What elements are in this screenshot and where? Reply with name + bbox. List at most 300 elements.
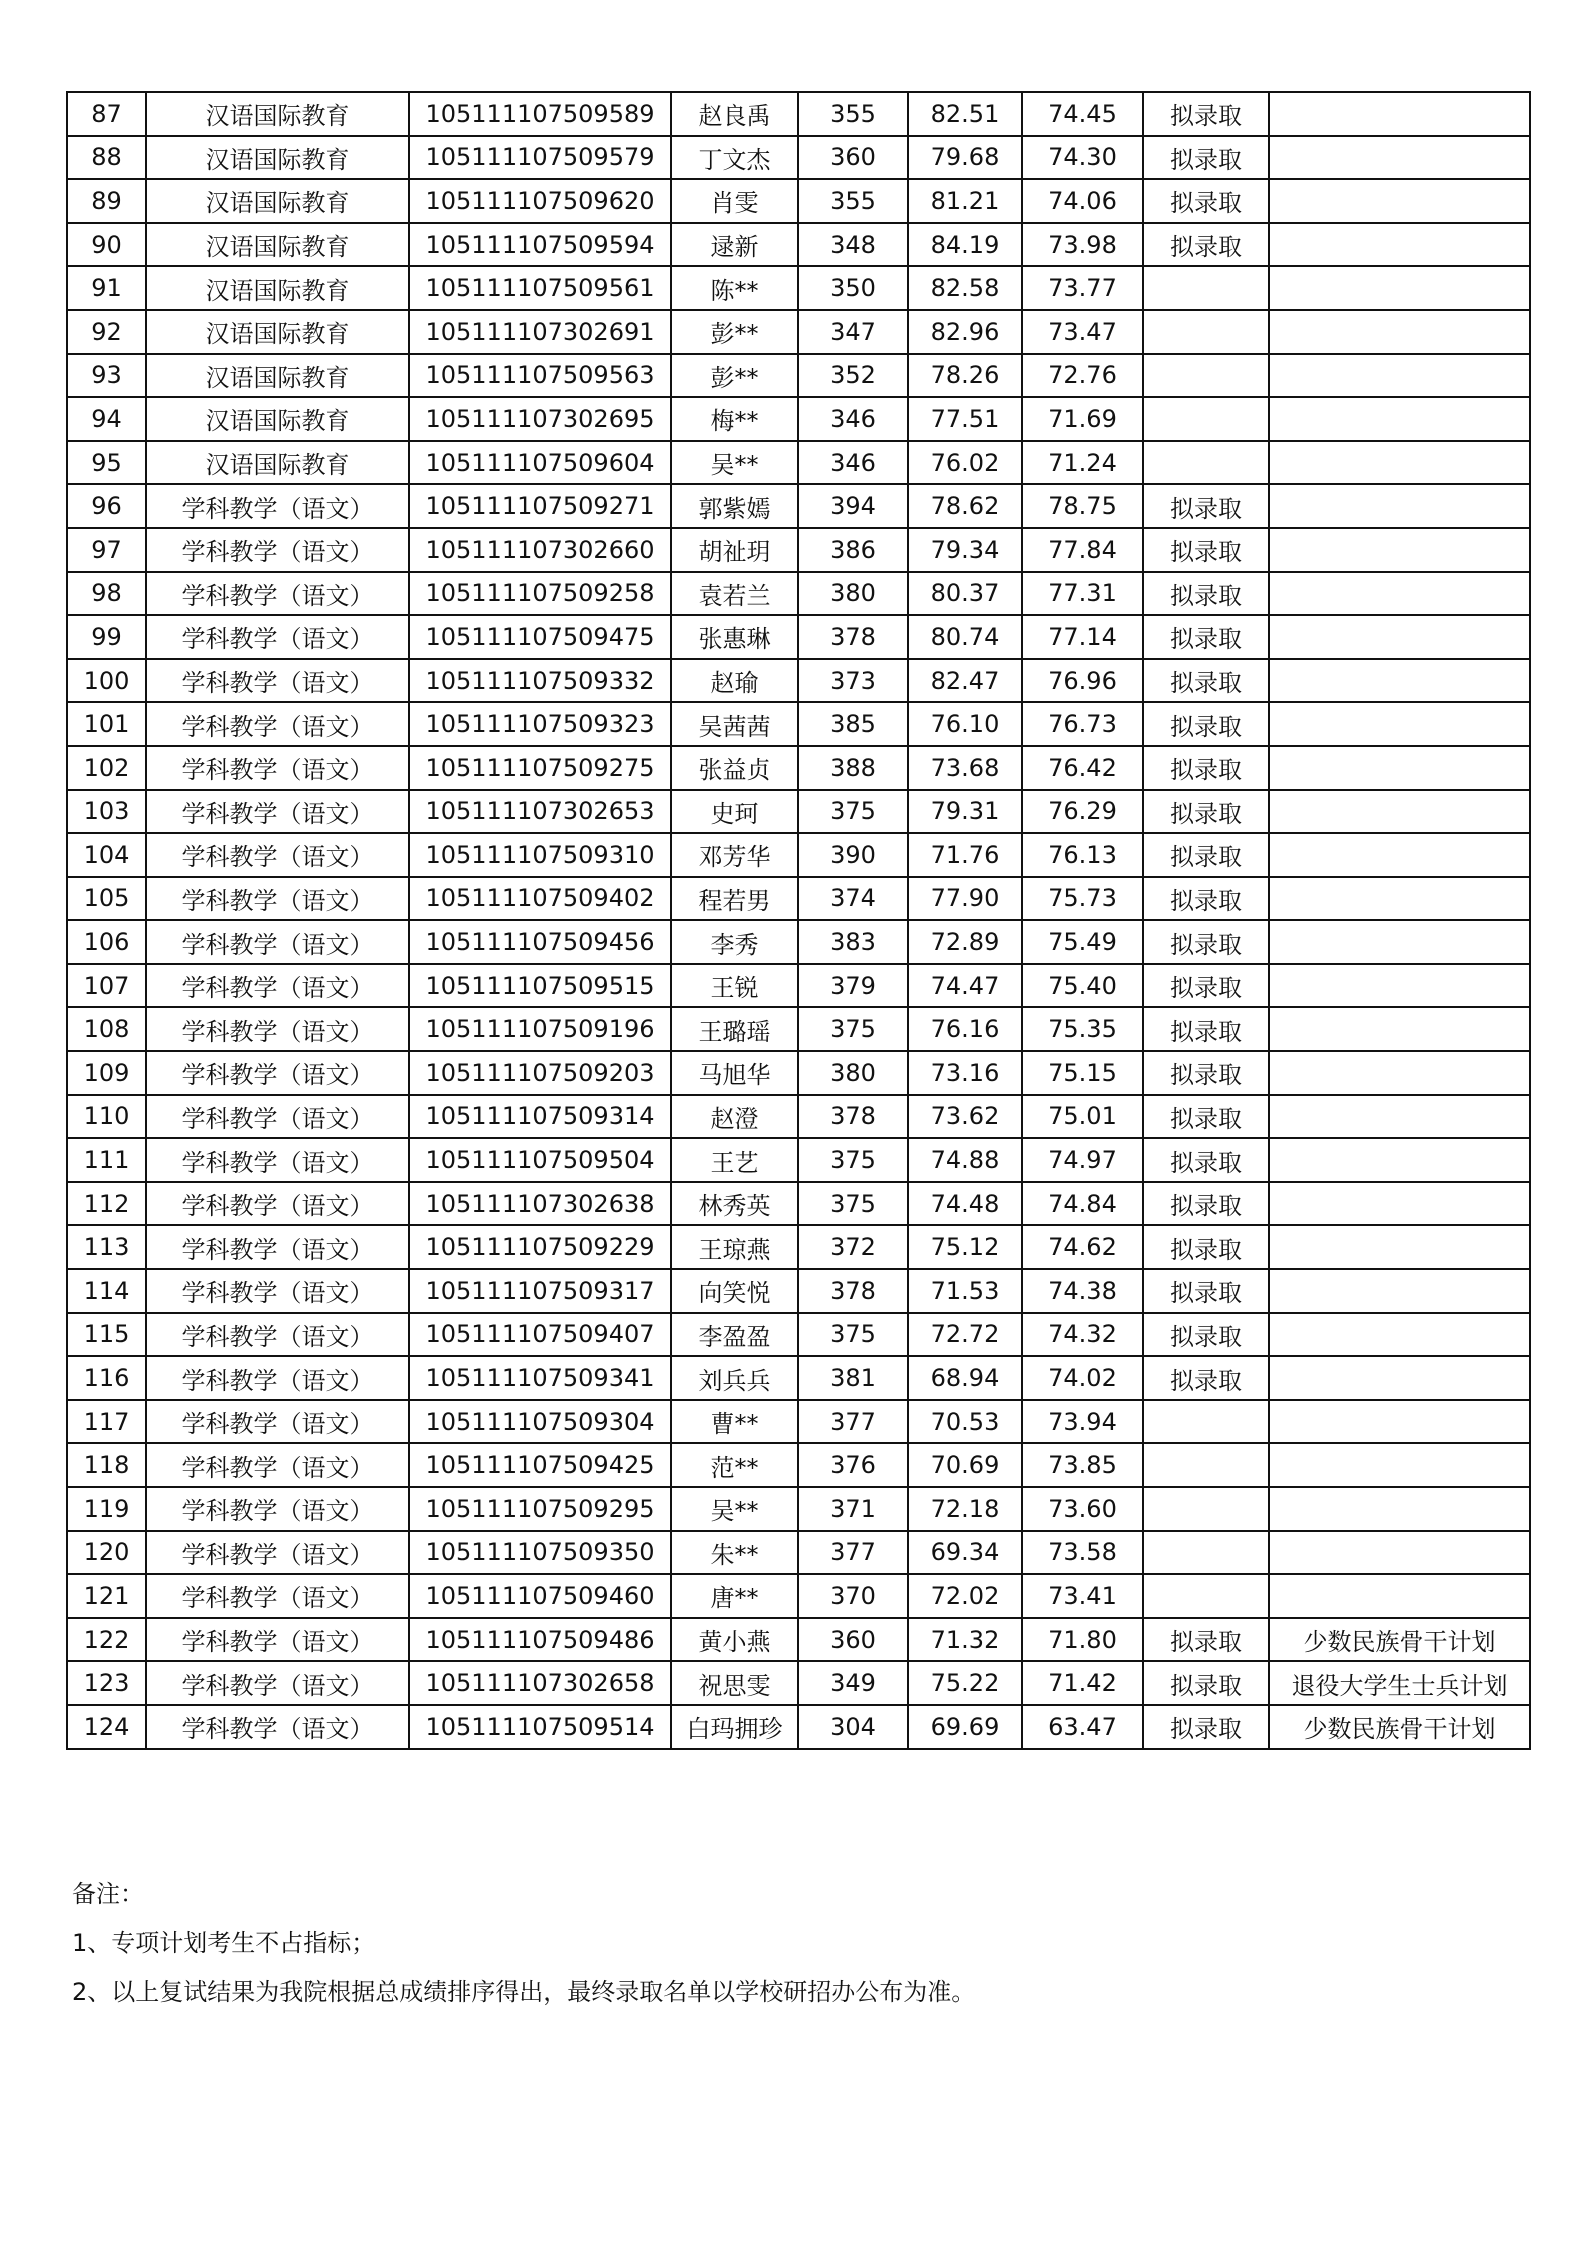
row-number-cell: 89 bbox=[67, 179, 146, 223]
name-cell: 李盈盈 bbox=[671, 1313, 798, 1357]
name-cell: 范** bbox=[671, 1443, 798, 1487]
table-row bbox=[67, 1182, 1530, 1226]
exam-id-cell: 105111107509323 bbox=[409, 702, 671, 746]
retest-score-cell: 82.51 bbox=[908, 92, 1022, 136]
initial-score-cell: 378 bbox=[798, 615, 908, 659]
name-cell: 朱** bbox=[671, 1531, 798, 1575]
name-cell: 王琼燕 bbox=[671, 1225, 798, 1269]
special-plan-cell bbox=[1269, 1095, 1530, 1139]
row-number-cell: 95 bbox=[67, 441, 146, 485]
row-number-cell: 101 bbox=[67, 702, 146, 746]
special-plan-cell: 退役大学生士兵计划 bbox=[1269, 1661, 1530, 1705]
special-plan-cell bbox=[1269, 1225, 1530, 1269]
special-plan-cell bbox=[1269, 1574, 1530, 1618]
name-cell: 赵澄 bbox=[671, 1095, 798, 1139]
table-row bbox=[67, 354, 1530, 398]
major-cell: 学科教学（语文） bbox=[146, 572, 409, 616]
initial-score-cell: 372 bbox=[798, 1225, 908, 1269]
table-row bbox=[67, 223, 1530, 267]
initial-score-cell: 370 bbox=[798, 1574, 908, 1618]
exam-id-cell: 105111107509486 bbox=[409, 1618, 671, 1662]
exam-id-cell: 105111107509304 bbox=[409, 1400, 671, 1444]
row-number-cell: 100 bbox=[67, 659, 146, 703]
exam-id-cell: 105111107509425 bbox=[409, 1443, 671, 1487]
special-plan-cell bbox=[1269, 1182, 1530, 1226]
row-number-cell: 103 bbox=[67, 790, 146, 834]
row-number-cell: 104 bbox=[67, 833, 146, 877]
retest-score-cell: 74.88 bbox=[908, 1138, 1022, 1182]
admission-status-cell: 拟录取 bbox=[1143, 790, 1269, 834]
row-number-cell: 94 bbox=[67, 397, 146, 441]
retest-score-cell: 80.37 bbox=[908, 572, 1022, 616]
initial-score-cell: 355 bbox=[798, 179, 908, 223]
admission-status-cell: 拟录取 bbox=[1143, 833, 1269, 877]
retest-score-cell: 74.48 bbox=[908, 1182, 1022, 1226]
retest-score-cell: 81.21 bbox=[908, 179, 1022, 223]
exam-id-cell: 105111107509229 bbox=[409, 1225, 671, 1269]
admission-status-cell: 拟录取 bbox=[1143, 136, 1269, 180]
table-row bbox=[67, 441, 1530, 485]
retest-score-cell: 69.34 bbox=[908, 1531, 1022, 1575]
major-cell: 汉语国际教育 bbox=[146, 92, 409, 136]
exam-id-cell: 105111107509563 bbox=[409, 354, 671, 398]
special-plan-cell bbox=[1269, 92, 1530, 136]
major-cell: 学科教学（语文） bbox=[146, 1051, 409, 1095]
exam-id-cell: 105111107509460 bbox=[409, 1574, 671, 1618]
row-number-cell: 122 bbox=[67, 1618, 146, 1662]
initial-score-cell: 349 bbox=[798, 1661, 908, 1705]
admission-status-cell: 拟录取 bbox=[1143, 1138, 1269, 1182]
total-score-cell: 74.32 bbox=[1022, 1313, 1143, 1357]
admission-status-cell bbox=[1143, 1443, 1269, 1487]
initial-score-cell: 381 bbox=[798, 1356, 908, 1400]
admission-status-cell: 拟录取 bbox=[1143, 1095, 1269, 1139]
name-cell: 史珂 bbox=[671, 790, 798, 834]
initial-score-cell: 375 bbox=[798, 790, 908, 834]
admission-status-cell: 拟录取 bbox=[1143, 1618, 1269, 1662]
exam-id-cell: 105111107509258 bbox=[409, 572, 671, 616]
major-cell: 学科教学（语文） bbox=[146, 1356, 409, 1400]
total-score-cell: 78.75 bbox=[1022, 484, 1143, 528]
table-row bbox=[67, 179, 1530, 223]
exam-id-cell: 105111107509504 bbox=[409, 1138, 671, 1182]
total-score-cell: 75.15 bbox=[1022, 1051, 1143, 1095]
name-cell: 白玛拥珍 bbox=[671, 1705, 798, 1749]
total-score-cell: 74.30 bbox=[1022, 136, 1143, 180]
retest-score-cell: 77.90 bbox=[908, 877, 1022, 921]
name-cell: 林秀英 bbox=[671, 1182, 798, 1226]
initial-score-cell: 346 bbox=[798, 397, 908, 441]
exam-id-cell: 105111107509456 bbox=[409, 920, 671, 964]
initial-score-cell: 348 bbox=[798, 223, 908, 267]
exam-id-cell: 105111107509196 bbox=[409, 1007, 671, 1051]
initial-score-cell: 375 bbox=[798, 1007, 908, 1051]
total-score-cell: 73.94 bbox=[1022, 1400, 1143, 1444]
admission-status-cell bbox=[1143, 354, 1269, 398]
major-cell: 汉语国际教育 bbox=[146, 310, 409, 354]
initial-score-cell: 346 bbox=[798, 441, 908, 485]
total-score-cell: 76.42 bbox=[1022, 746, 1143, 790]
special-plan-cell bbox=[1269, 1138, 1530, 1182]
total-score-cell: 75.40 bbox=[1022, 964, 1143, 1008]
table-row bbox=[67, 1269, 1530, 1313]
total-score-cell: 77.31 bbox=[1022, 572, 1143, 616]
exam-id-cell: 105111107302660 bbox=[409, 528, 671, 572]
name-cell: 陈** bbox=[671, 266, 798, 310]
note-item-1: 1、专项计划考生不占指标； bbox=[72, 1929, 376, 1957]
special-plan-cell bbox=[1269, 1356, 1530, 1400]
notes-heading: 备注： bbox=[72, 1880, 144, 1908]
major-cell: 学科教学（语文） bbox=[146, 702, 409, 746]
table-row bbox=[67, 833, 1530, 877]
table-row bbox=[67, 1443, 1530, 1487]
admission-status-cell: 拟录取 bbox=[1143, 1225, 1269, 1269]
row-number-cell: 112 bbox=[67, 1182, 146, 1226]
major-cell: 学科教学（语文） bbox=[146, 1618, 409, 1662]
table-row bbox=[67, 1531, 1530, 1575]
special-plan-cell bbox=[1269, 1400, 1530, 1444]
name-cell: 胡祉玥 bbox=[671, 528, 798, 572]
major-cell: 学科教学（语文） bbox=[146, 528, 409, 572]
table-row bbox=[67, 1661, 1530, 1705]
retest-score-cell: 72.18 bbox=[908, 1487, 1022, 1531]
admission-status-cell bbox=[1143, 1531, 1269, 1575]
admission-status-cell: 拟录取 bbox=[1143, 1356, 1269, 1400]
admission-status-cell: 拟录取 bbox=[1143, 1705, 1269, 1749]
name-cell: 王璐瑶 bbox=[671, 1007, 798, 1051]
initial-score-cell: 352 bbox=[798, 354, 908, 398]
special-plan-cell bbox=[1269, 310, 1530, 354]
major-cell: 学科教学（语文） bbox=[146, 746, 409, 790]
major-cell: 汉语国际教育 bbox=[146, 354, 409, 398]
admission-status-cell: 拟录取 bbox=[1143, 572, 1269, 616]
admission-status-cell bbox=[1143, 1487, 1269, 1531]
table-row bbox=[67, 397, 1530, 441]
special-plan-cell bbox=[1269, 179, 1530, 223]
table-row bbox=[67, 1356, 1530, 1400]
exam-id-cell: 105111107509275 bbox=[409, 746, 671, 790]
special-plan-cell bbox=[1269, 572, 1530, 616]
major-cell: 学科教学（语文） bbox=[146, 1661, 409, 1705]
exam-id-cell: 105111107509589 bbox=[409, 92, 671, 136]
total-score-cell: 76.13 bbox=[1022, 833, 1143, 877]
admission-status-cell: 拟录取 bbox=[1143, 615, 1269, 659]
initial-score-cell: 388 bbox=[798, 746, 908, 790]
major-cell: 学科教学（语文） bbox=[146, 1400, 409, 1444]
special-plan-cell bbox=[1269, 441, 1530, 485]
initial-score-cell: 380 bbox=[798, 572, 908, 616]
total-score-cell: 71.24 bbox=[1022, 441, 1143, 485]
special-plan-cell bbox=[1269, 615, 1530, 659]
row-number-cell: 111 bbox=[67, 1138, 146, 1182]
special-plan-cell bbox=[1269, 659, 1530, 703]
name-cell: 梅** bbox=[671, 397, 798, 441]
admission-status-cell: 拟录取 bbox=[1143, 702, 1269, 746]
initial-score-cell: 375 bbox=[798, 1182, 908, 1226]
initial-score-cell: 378 bbox=[798, 1269, 908, 1313]
exam-id-cell: 105111107302653 bbox=[409, 790, 671, 834]
retest-score-cell: 75.22 bbox=[908, 1661, 1022, 1705]
total-score-cell: 73.98 bbox=[1022, 223, 1143, 267]
special-plan-cell bbox=[1269, 920, 1530, 964]
total-score-cell: 74.97 bbox=[1022, 1138, 1143, 1182]
admission-status-cell: 拟录取 bbox=[1143, 659, 1269, 703]
table-row bbox=[67, 1400, 1530, 1444]
exam-id-cell: 105111107509407 bbox=[409, 1313, 671, 1357]
initial-score-cell: 373 bbox=[798, 659, 908, 703]
total-score-cell: 73.41 bbox=[1022, 1574, 1143, 1618]
special-plan-cell bbox=[1269, 1487, 1530, 1531]
name-cell: 向笑悦 bbox=[671, 1269, 798, 1313]
special-plan-cell bbox=[1269, 528, 1530, 572]
retest-score-cell: 82.96 bbox=[908, 310, 1022, 354]
major-cell: 学科教学（语文） bbox=[146, 1443, 409, 1487]
row-number-cell: 88 bbox=[67, 136, 146, 180]
table-row bbox=[67, 790, 1530, 834]
total-score-cell: 77.14 bbox=[1022, 615, 1143, 659]
special-plan-cell bbox=[1269, 877, 1530, 921]
row-number-cell: 121 bbox=[67, 1574, 146, 1618]
row-number-cell: 116 bbox=[67, 1356, 146, 1400]
initial-score-cell: 390 bbox=[798, 833, 908, 877]
major-cell: 汉语国际教育 bbox=[146, 136, 409, 180]
initial-score-cell: 385 bbox=[798, 702, 908, 746]
row-number-cell: 98 bbox=[67, 572, 146, 616]
table-row bbox=[67, 615, 1530, 659]
table-row bbox=[67, 1705, 1530, 1749]
total-score-cell: 73.47 bbox=[1022, 310, 1143, 354]
special-plan-cell bbox=[1269, 1313, 1530, 1357]
initial-score-cell: 379 bbox=[798, 964, 908, 1008]
note-item-2: 2、以上复试结果为我院根据总成绩排序得出，最终录取名单以学校研招办公布为准。 bbox=[72, 1978, 976, 2006]
admission-status-cell: 拟录取 bbox=[1143, 1661, 1269, 1705]
retest-score-cell: 84.19 bbox=[908, 223, 1022, 267]
retest-score-cell: 72.02 bbox=[908, 1574, 1022, 1618]
admission-status-cell: 拟录取 bbox=[1143, 877, 1269, 921]
exam-id-cell: 105111107302638 bbox=[409, 1182, 671, 1226]
admission-status-cell: 拟录取 bbox=[1143, 1051, 1269, 1095]
admission-status-cell: 拟录取 bbox=[1143, 484, 1269, 528]
row-number-cell: 99 bbox=[67, 615, 146, 659]
exam-id-cell: 105111107509561 bbox=[409, 266, 671, 310]
retest-score-cell: 71.32 bbox=[908, 1618, 1022, 1662]
admission-status-cell: 拟录取 bbox=[1143, 179, 1269, 223]
admission-status-cell bbox=[1143, 441, 1269, 485]
name-cell: 王艺 bbox=[671, 1138, 798, 1182]
retest-score-cell: 79.68 bbox=[908, 136, 1022, 180]
row-number-cell: 108 bbox=[67, 1007, 146, 1051]
major-cell: 学科教学（语文） bbox=[146, 1007, 409, 1051]
exam-id-cell: 105111107509350 bbox=[409, 1531, 671, 1575]
retest-score-cell: 77.51 bbox=[908, 397, 1022, 441]
retest-score-cell: 68.94 bbox=[908, 1356, 1022, 1400]
exam-id-cell: 105111107509515 bbox=[409, 964, 671, 1008]
total-score-cell: 75.73 bbox=[1022, 877, 1143, 921]
total-score-cell: 76.73 bbox=[1022, 702, 1143, 746]
admission-status-cell: 拟录取 bbox=[1143, 964, 1269, 1008]
initial-score-cell: 378 bbox=[798, 1095, 908, 1139]
row-number-cell: 105 bbox=[67, 877, 146, 921]
retest-score-cell: 76.02 bbox=[908, 441, 1022, 485]
retest-score-cell: 79.34 bbox=[908, 528, 1022, 572]
table-row bbox=[67, 1007, 1530, 1051]
special-plan-cell bbox=[1269, 702, 1530, 746]
table-row bbox=[67, 484, 1530, 528]
major-cell: 学科教学（语文） bbox=[146, 1705, 409, 1749]
special-plan-cell bbox=[1269, 1269, 1530, 1313]
exam-id-cell: 105111107302658 bbox=[409, 1661, 671, 1705]
table-row bbox=[67, 310, 1530, 354]
major-cell: 学科教学（语文） bbox=[146, 877, 409, 921]
major-cell: 学科教学（语文） bbox=[146, 1574, 409, 1618]
name-cell: 邓芳华 bbox=[671, 833, 798, 877]
retest-score-cell: 72.89 bbox=[908, 920, 1022, 964]
retest-score-cell: 78.62 bbox=[908, 484, 1022, 528]
row-number-cell: 93 bbox=[67, 354, 146, 398]
row-number-cell: 115 bbox=[67, 1313, 146, 1357]
admission-status-cell bbox=[1143, 1574, 1269, 1618]
admission-status-cell: 拟录取 bbox=[1143, 223, 1269, 267]
retest-score-cell: 73.16 bbox=[908, 1051, 1022, 1095]
table-row bbox=[67, 746, 1530, 790]
table-row bbox=[67, 659, 1530, 703]
retest-score-cell: 82.58 bbox=[908, 266, 1022, 310]
name-cell: 马旭华 bbox=[671, 1051, 798, 1095]
total-score-cell: 75.01 bbox=[1022, 1095, 1143, 1139]
table-row bbox=[67, 1487, 1530, 1531]
major-cell: 学科教学（语文） bbox=[146, 1531, 409, 1575]
row-number-cell: 87 bbox=[67, 92, 146, 136]
notes-section bbox=[72, 1870, 975, 2017]
name-cell: 黄小燕 bbox=[671, 1618, 798, 1662]
special-plan-cell bbox=[1269, 354, 1530, 398]
retest-score-cell: 73.62 bbox=[908, 1095, 1022, 1139]
total-score-cell: 77.84 bbox=[1022, 528, 1143, 572]
special-plan-cell: 少数民族骨干计划 bbox=[1269, 1618, 1530, 1662]
row-number-cell: 92 bbox=[67, 310, 146, 354]
row-number-cell: 107 bbox=[67, 964, 146, 1008]
name-cell: 王锐 bbox=[671, 964, 798, 1008]
name-cell: 程若男 bbox=[671, 877, 798, 921]
row-number-cell: 110 bbox=[67, 1095, 146, 1139]
row-number-cell: 96 bbox=[67, 484, 146, 528]
name-cell: 张惠琳 bbox=[671, 615, 798, 659]
row-number-cell: 124 bbox=[67, 1705, 146, 1749]
special-plan-cell bbox=[1269, 1531, 1530, 1575]
major-cell: 学科教学（语文） bbox=[146, 1225, 409, 1269]
exam-id-cell: 105111107509203 bbox=[409, 1051, 671, 1095]
special-plan-cell bbox=[1269, 266, 1530, 310]
total-score-cell: 73.58 bbox=[1022, 1531, 1143, 1575]
name-cell: 丁文杰 bbox=[671, 136, 798, 180]
total-score-cell: 71.80 bbox=[1022, 1618, 1143, 1662]
results-table bbox=[66, 91, 1531, 1750]
initial-score-cell: 394 bbox=[798, 484, 908, 528]
major-cell: 学科教学（语文） bbox=[146, 920, 409, 964]
table-row bbox=[67, 964, 1530, 1008]
name-cell: 李秀 bbox=[671, 920, 798, 964]
retest-score-cell: 70.69 bbox=[908, 1443, 1022, 1487]
table-row bbox=[67, 136, 1530, 180]
exam-id-cell: 105111107509341 bbox=[409, 1356, 671, 1400]
major-cell: 学科教学（语文） bbox=[146, 1182, 409, 1226]
exam-id-cell: 105111107509514 bbox=[409, 1705, 671, 1749]
total-score-cell: 71.42 bbox=[1022, 1661, 1143, 1705]
table-row bbox=[67, 702, 1530, 746]
total-score-cell: 73.60 bbox=[1022, 1487, 1143, 1531]
exam-id-cell: 105111107302691 bbox=[409, 310, 671, 354]
retest-score-cell: 72.72 bbox=[908, 1313, 1022, 1357]
admission-status-cell: 拟录取 bbox=[1143, 92, 1269, 136]
major-cell: 学科教学（语文） bbox=[146, 659, 409, 703]
initial-score-cell: 377 bbox=[798, 1531, 908, 1575]
major-cell: 汉语国际教育 bbox=[146, 397, 409, 441]
total-score-cell: 74.45 bbox=[1022, 92, 1143, 136]
total-score-cell: 74.84 bbox=[1022, 1182, 1143, 1226]
table-row bbox=[67, 266, 1530, 310]
major-cell: 汉语国际教育 bbox=[146, 441, 409, 485]
admission-status-cell: 拟录取 bbox=[1143, 1182, 1269, 1226]
admission-status-cell bbox=[1143, 1400, 1269, 1444]
initial-score-cell: 377 bbox=[798, 1400, 908, 1444]
special-plan-cell: 少数民族骨干计划 bbox=[1269, 1705, 1530, 1749]
row-number-cell: 97 bbox=[67, 528, 146, 572]
retest-score-cell: 75.12 bbox=[908, 1225, 1022, 1269]
exam-id-cell: 105111107509317 bbox=[409, 1269, 671, 1313]
row-number-cell: 119 bbox=[67, 1487, 146, 1531]
table-row bbox=[67, 528, 1530, 572]
row-number-cell: 113 bbox=[67, 1225, 146, 1269]
exam-id-cell: 105111107509271 bbox=[409, 484, 671, 528]
special-plan-cell bbox=[1269, 1443, 1530, 1487]
table-row bbox=[67, 1095, 1530, 1139]
exam-id-cell: 105111107509295 bbox=[409, 1487, 671, 1531]
special-plan-cell bbox=[1269, 136, 1530, 180]
retest-score-cell: 76.10 bbox=[908, 702, 1022, 746]
major-cell: 学科教学（语文） bbox=[146, 484, 409, 528]
special-plan-cell bbox=[1269, 833, 1530, 877]
special-plan-cell bbox=[1269, 1051, 1530, 1095]
initial-score-cell: 386 bbox=[798, 528, 908, 572]
row-number-cell: 114 bbox=[67, 1269, 146, 1313]
name-cell: 赵良禹 bbox=[671, 92, 798, 136]
name-cell: 刘兵兵 bbox=[671, 1356, 798, 1400]
table-row bbox=[67, 920, 1530, 964]
table-row bbox=[67, 1618, 1530, 1662]
major-cell: 学科教学（语文） bbox=[146, 790, 409, 834]
initial-score-cell: 347 bbox=[798, 310, 908, 354]
name-cell: 吴** bbox=[671, 441, 798, 485]
table-row bbox=[67, 1313, 1530, 1357]
initial-score-cell: 350 bbox=[798, 266, 908, 310]
row-number-cell: 117 bbox=[67, 1400, 146, 1444]
retest-score-cell: 76.16 bbox=[908, 1007, 1022, 1051]
exam-id-cell: 105111107509604 bbox=[409, 441, 671, 485]
admission-status-cell: 拟录取 bbox=[1143, 1269, 1269, 1313]
exam-id-cell: 105111107509310 bbox=[409, 833, 671, 877]
initial-score-cell: 376 bbox=[798, 1443, 908, 1487]
total-score-cell: 75.49 bbox=[1022, 920, 1143, 964]
retest-score-cell: 71.53 bbox=[908, 1269, 1022, 1313]
initial-score-cell: 360 bbox=[798, 1618, 908, 1662]
exam-id-cell: 105111107509579 bbox=[409, 136, 671, 180]
admission-status-cell: 拟录取 bbox=[1143, 746, 1269, 790]
total-score-cell: 75.35 bbox=[1022, 1007, 1143, 1051]
major-cell: 汉语国际教育 bbox=[146, 223, 409, 267]
major-cell: 汉语国际教育 bbox=[146, 179, 409, 223]
total-score-cell: 73.77 bbox=[1022, 266, 1143, 310]
retest-score-cell: 73.68 bbox=[908, 746, 1022, 790]
